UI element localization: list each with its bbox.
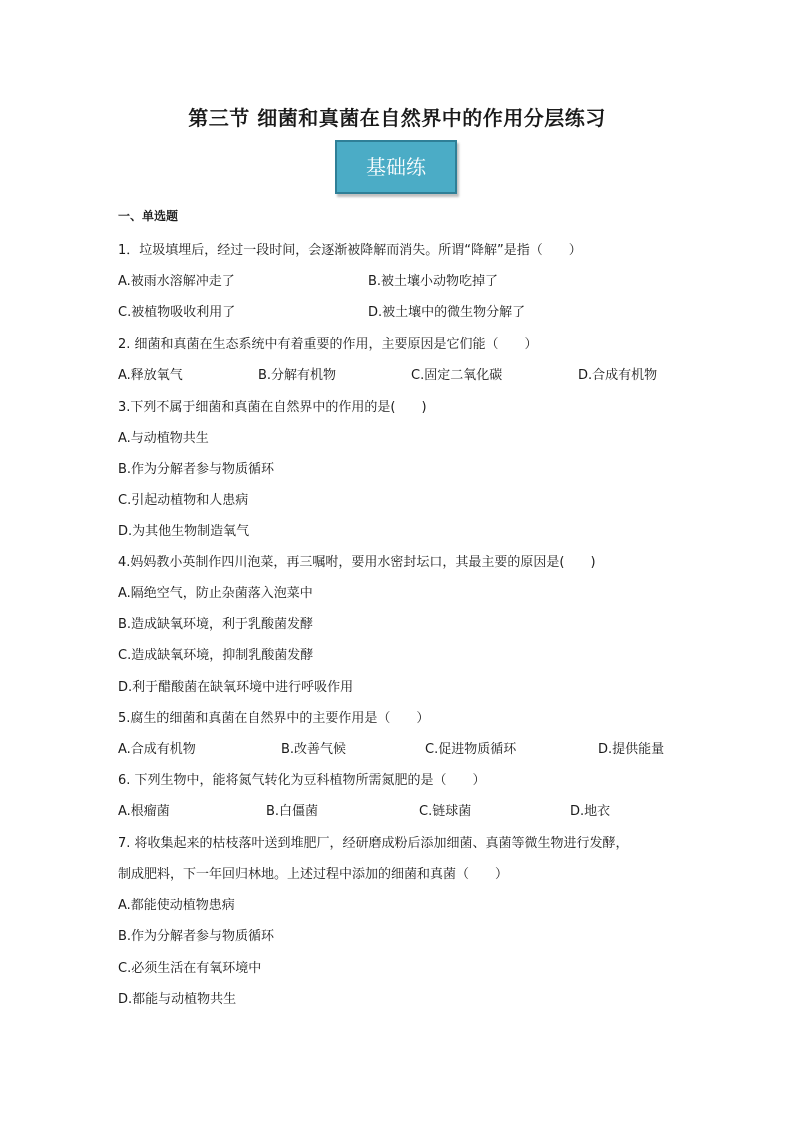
question-3-option-c: C.引起动植物和人患病 xyxy=(118,493,249,508)
question-7-option-b: B.作为分解者参与物质循环 xyxy=(118,929,275,944)
question-3-stem: 3.下列不属于细菌和真菌在自然界中的作用的是( ) xyxy=(118,400,427,415)
question-4-stem: 4.妈妈教小英制作四川泡菜，再三嘱咐，要用水密封坛口，其最主要的原因是( ) xyxy=(118,555,596,570)
question-2-option-b: B.分解有机物 xyxy=(258,368,337,383)
question-6-stem: 6. 下列生物中，能将氮气转化为豆科植物所需氮肥的是（ ） xyxy=(118,773,486,788)
question-1-option-a: A.被雨水溶解冲走了 xyxy=(118,274,235,289)
question-7-option-a: A.都能使动植物患病 xyxy=(118,898,235,913)
question-7-option-c: C.必须生活在有氧环境中 xyxy=(118,961,262,976)
question-7-stem-line-2: 制成肥料，下一年回归林地。上述过程中添加的细菌和真菌（ ） xyxy=(118,867,509,882)
question-1-stem: 1．垃圾填埋后，经过一段时间，会逐渐被降解而消失。所谓“降解”是指（ ） xyxy=(118,243,582,258)
question-2-option-a: A.释放氧气 xyxy=(118,368,183,383)
question-4-option-c: C.造成缺氧环境，抑制乳酸菌发酵 xyxy=(118,648,314,663)
question-7-stem-line-1: 7. 将收集起来的枯枝落叶送到堆肥厂，经研磨成粉后添加细菌、真菌等微生物进行发酵， xyxy=(118,836,629,851)
question-7-option-d: D.都能与动植物共生 xyxy=(118,992,237,1007)
question-5-option-c: C.促进物质循环 xyxy=(425,742,517,757)
question-4-option-b: B.造成缺氧环境，利于乳酸菌发酵 xyxy=(118,617,314,632)
level-badge: 基础练 xyxy=(335,140,457,194)
question-6-option-d: D.地衣 xyxy=(570,804,611,819)
question-6-option-b: B.白僵菌 xyxy=(266,804,319,819)
question-6-option-a: A.根瘤菌 xyxy=(118,804,170,819)
question-2-option-d: D.合成有机物 xyxy=(578,368,658,383)
question-6-option-c: C.链球菌 xyxy=(419,804,472,819)
question-5-stem: 5.腐生的细菌和真菌在自然界中的主要作用是（ ） xyxy=(118,711,430,726)
question-2-option-c: C.固定二氧化碳 xyxy=(411,368,503,383)
question-2-stem: 2. 细菌和真菌在生态系统中有着重要的作用，主要原因是它们能（ ） xyxy=(118,337,538,352)
question-5-option-a: A.合成有机物 xyxy=(118,742,196,757)
question-1-option-b: B.被土壤小动物吃掉了 xyxy=(368,274,499,289)
question-1-option-c: C.被植物吸收利用了 xyxy=(118,305,236,320)
question-5-option-d: D.提供能量 xyxy=(598,742,665,757)
question-3-option-b: B.作为分解者参与物质循环 xyxy=(118,462,275,477)
question-1-option-d: D.被土壤中的微生物分解了 xyxy=(368,305,526,320)
question-4-option-d: D.利于醋酸菌在缺氧环境中进行呼吸作用 xyxy=(118,680,354,695)
question-3-option-a: A.与动植物共生 xyxy=(118,431,209,446)
section-heading: 一、单选题 xyxy=(118,209,179,223)
question-3-option-d: D.为其他生物制造氧气 xyxy=(118,524,250,539)
question-4-option-a: A.隔绝空气，防止杂菌落入泡菜中 xyxy=(118,586,313,601)
question-5-option-b: B.改善气候 xyxy=(281,742,347,757)
page-title: 第三节 细菌和真菌在自然界中的作用分层练习 xyxy=(188,106,606,130)
